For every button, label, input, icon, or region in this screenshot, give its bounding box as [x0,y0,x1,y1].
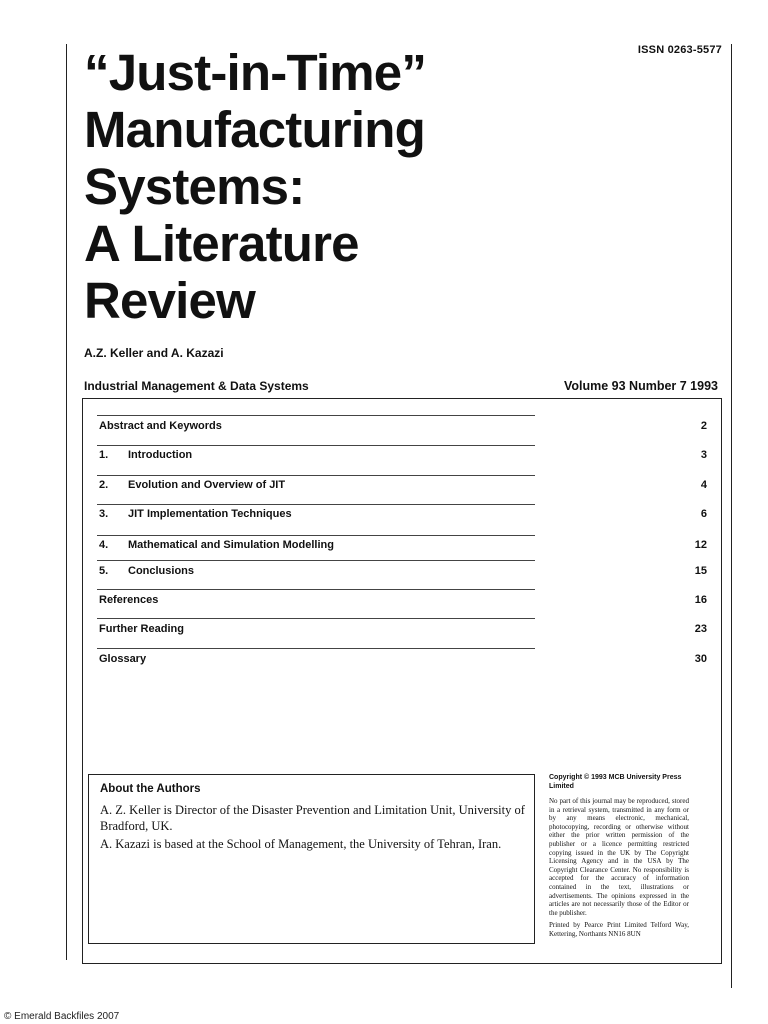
toc-page: 30 [694,653,707,665]
toc-number: 2. [99,479,109,491]
toc-label: Mathematical and Simulation Modelling [128,539,334,551]
toc-number: 4. [99,539,109,551]
toc-item-abstract[interactable] [99,420,707,440]
toc-label: Conclusions [128,565,195,577]
toc-page: 12 [694,539,707,551]
copyright-heading: Copyright © 1993 MCB University Press Limited [549,774,682,790]
toc-item-references[interactable] [99,594,707,614]
toc-divider [97,648,535,649]
toc-divider [97,445,535,446]
toc-divider [97,475,535,476]
about-authors-box [88,774,535,944]
toc-label: JIT Implementation Techniques [128,508,292,520]
printer-info: Printed by Pearce Print Limited Telford Way, Kettering, Northants NN16 8UN [549,921,689,938]
toc-page: 2 [700,420,707,432]
toc-page: 16 [694,594,707,606]
toc-item-conclusions[interactable] [99,565,707,585]
toc-item-evolution[interactable] [99,479,707,499]
title-line: Manufacturing [84,101,425,158]
volume-info: Volume 93 Number 7 1993 [563,379,718,393]
left-margin-rule [66,44,67,960]
toc-number: 3. [99,508,109,520]
copyright-body: No part of this journal may be reproduced, stored in a retrieval system, transmitted in any form or by any means electronic, mechanical, photocopying, recording or otherwise without either the prior written permission of the publisher or a licence permitting restricted copying issued in the UK by The Copyright Licensing Agency and in the USA by The Copyright Clearance Center. No responsibility is accepted for the accuracy of information contained in the text, illustrations or advertisements. The opinions expressed in the articles are not necessarily those of the Editor or the publisher. [549,797,689,917]
toc-number: 1. [99,449,109,461]
title-line: A Literature [84,215,359,272]
article-title [84,44,524,329]
footer-credit: © Emerald Backfiles 2007 [4,1011,120,1022]
toc-divider [97,618,535,619]
toc-label: Further Reading [99,623,184,635]
toc-divider [97,589,535,590]
toc-page: 15 [694,565,707,577]
toc-page: 3 [700,449,707,461]
toc-label: Glossary [99,653,147,665]
toc-item-further-reading[interactable] [99,623,707,643]
toc-divider [97,504,535,505]
toc-divider [97,415,535,416]
toc-divider [97,535,535,536]
toc-item-glossary[interactable] [99,653,707,673]
toc-page: 23 [694,623,707,635]
toc-page: 4 [700,479,707,491]
toc-item-modelling[interactable] [99,539,707,559]
toc-number: 5. [99,565,109,577]
toc-label: References [99,594,159,606]
toc-item-implementation[interactable] [99,508,707,528]
about-authors-heading: About the Authors [100,783,201,795]
author-bio-kazazi: A. Kazazi is based at the School of Management, the University of Tehran, Iran. [100,837,502,851]
right-margin-rule [731,44,732,988]
title-line: Review [84,272,255,329]
journal-name: Industrial Management & Data Systems [84,379,309,393]
copyright-notice [549,773,689,943]
toc-label: Introduction [128,449,193,461]
issn-number: ISSN 0263-5577 [637,44,722,56]
toc-label: Evolution and Overview of JIT [128,479,286,491]
toc-page: 6 [700,508,707,520]
toc-divider [97,560,535,561]
title-line: Systems: [84,158,305,215]
toc-item-introduction[interactable] [99,449,707,469]
author-bio-keller: A. Z. Keller is Director of the Disaster Prevention and Limitation Unit, University of Bradford, UK. [100,803,525,833]
title-line: “Just-in-Time” [84,44,427,101]
authors: A.Z. Keller and A. Kazazi [84,346,224,360]
toc-label: Abstract and Keywords [99,420,222,432]
